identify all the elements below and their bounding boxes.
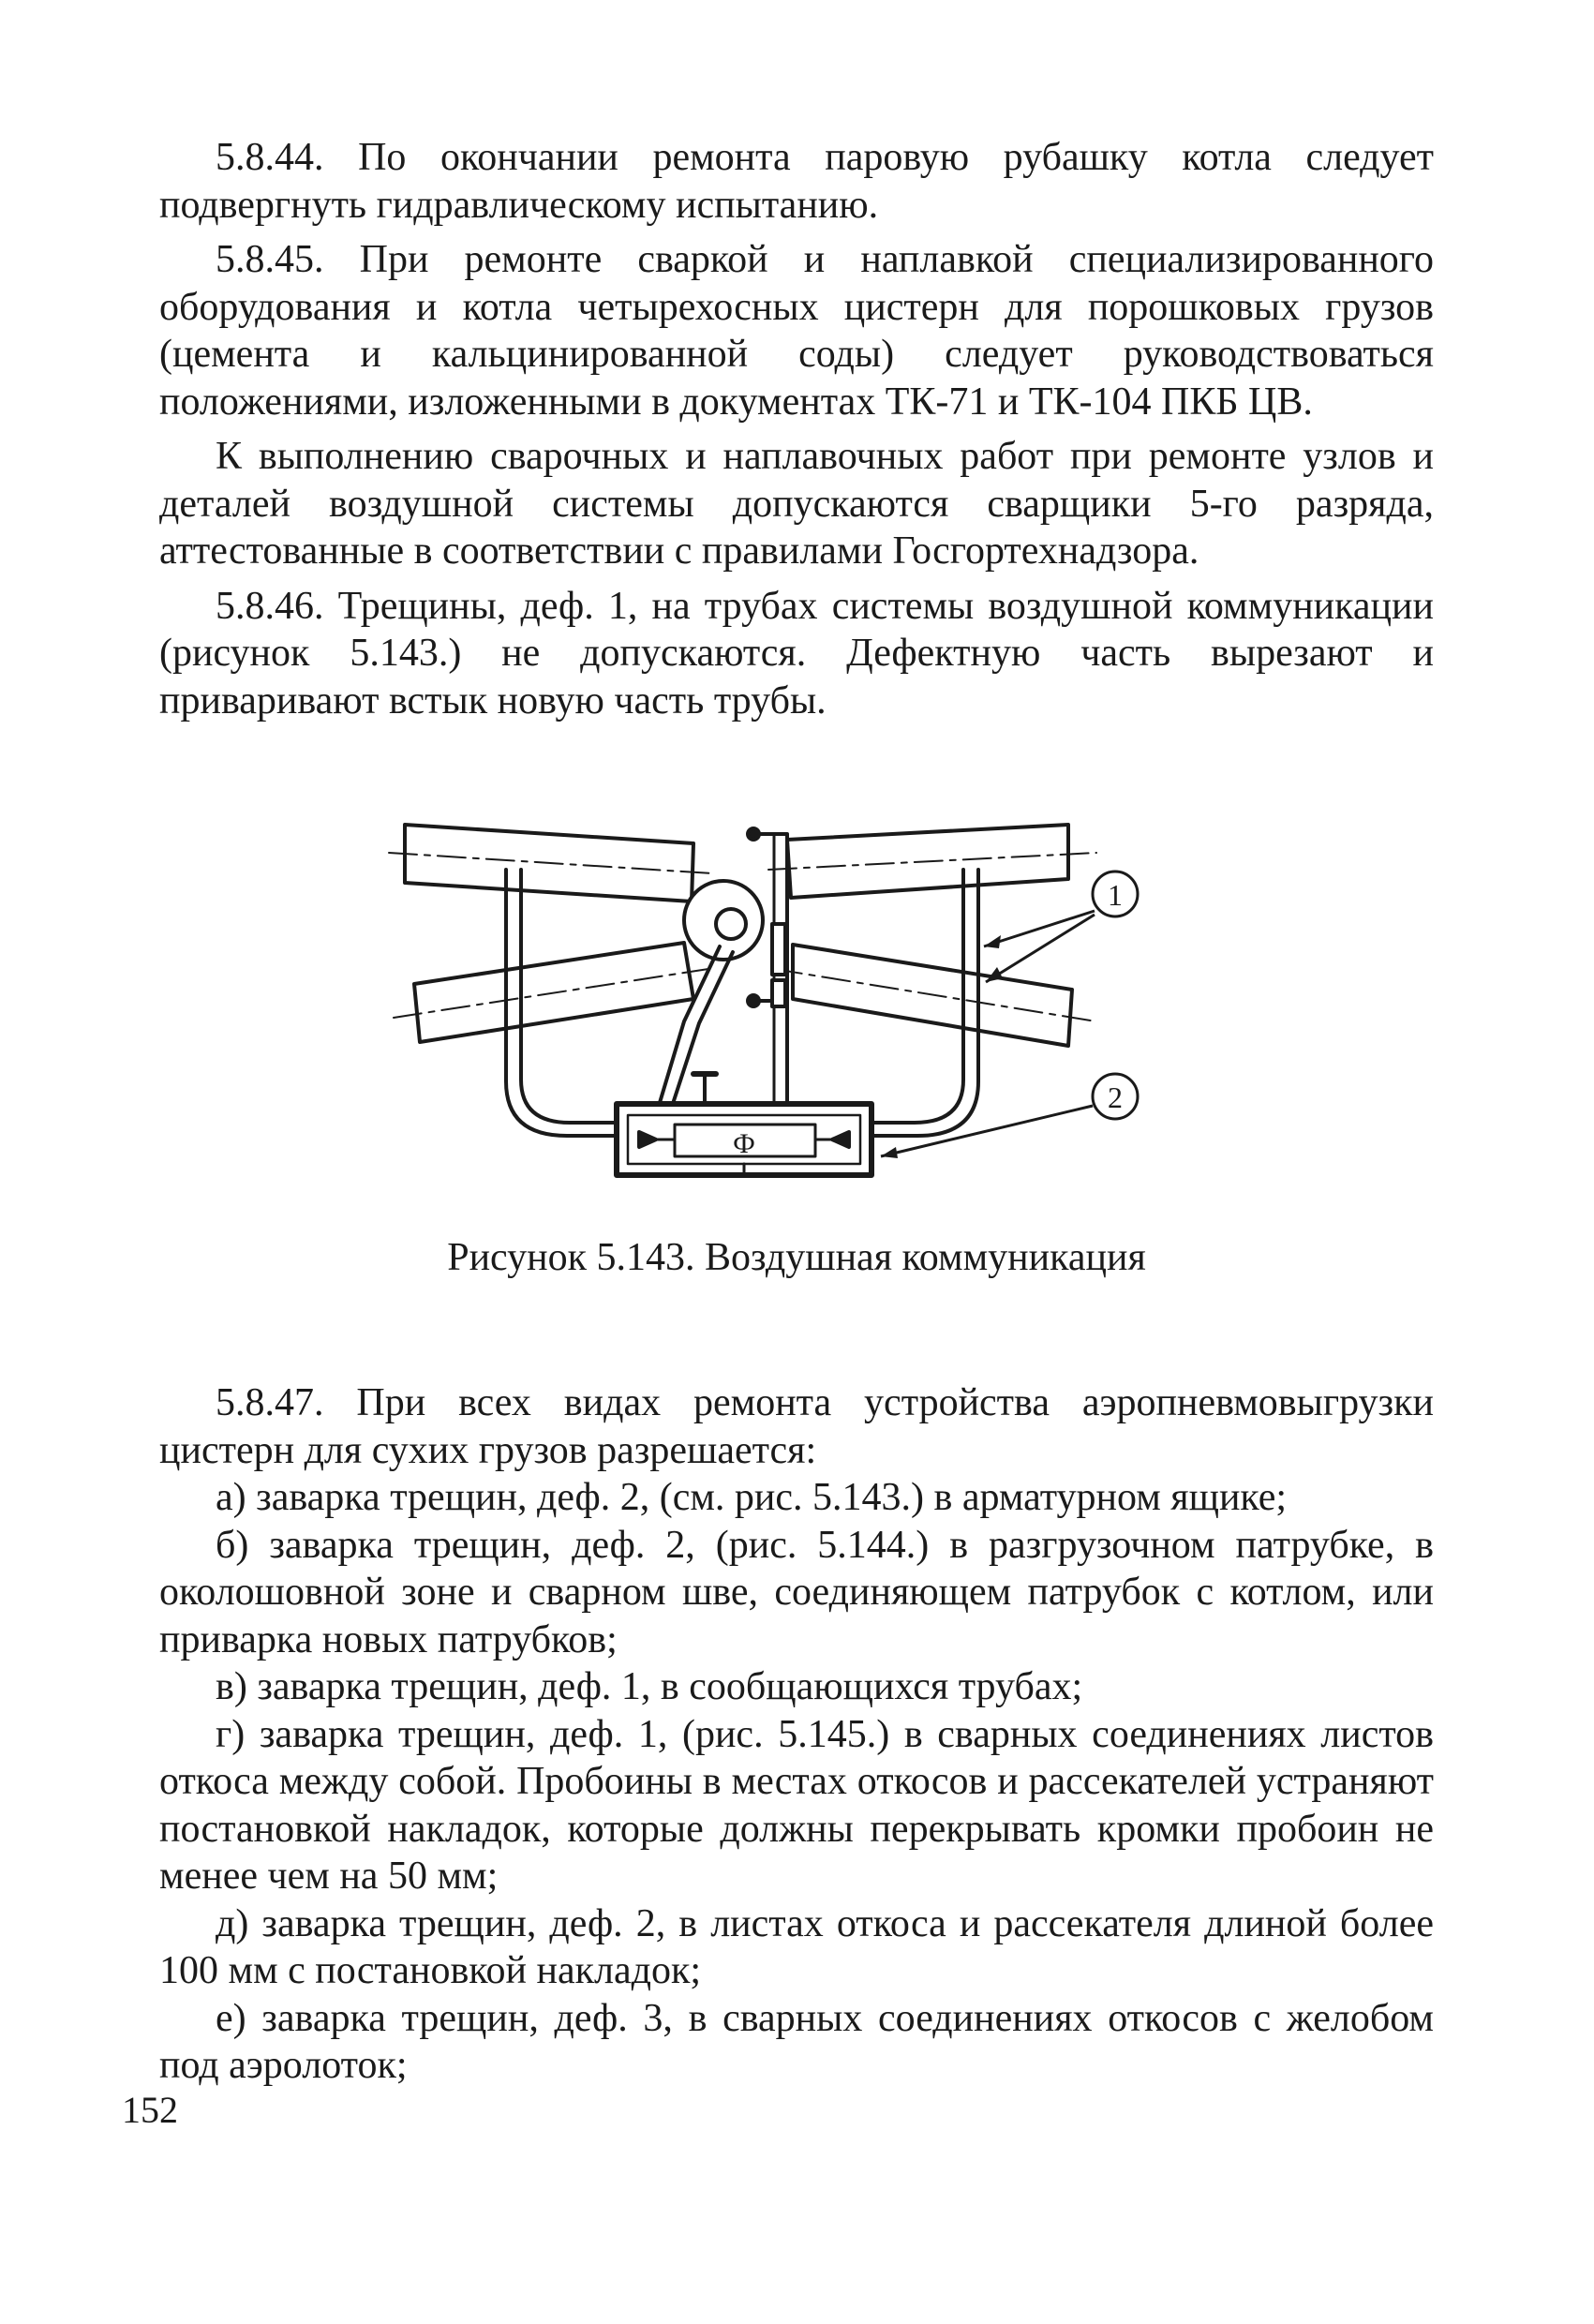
page-number: 152 bbox=[122, 2089, 178, 2131]
list-item-e: е) заварка трещин, деф. 3, в сварных соединениях откосов с желобом под аэролоток; bbox=[159, 1996, 1434, 2087]
valve-symbol: Ф bbox=[733, 1128, 755, 1159]
callout-2-label: 2 bbox=[1108, 1080, 1123, 1114]
air-communication-diagram bbox=[375, 806, 1162, 1199]
paragraph-5-8-47: 5.8.47. При всех видах ремонта устройства аэропневмовыгрузки цистерн для сухих грузов разрешается: bbox=[159, 1381, 1434, 1472]
list-item-a: а) заварка трещин, деф. 2, (см. рис. 5.143.) в арматурном ящике; bbox=[216, 1476, 1288, 1519]
body-text-top bbox=[159, 134, 1434, 724]
callout-1-leader-b bbox=[986, 915, 1095, 982]
paragraph-5-8-46: 5.8.46. Трещины, деф. 1, на трубах системы воздушной коммуникации (рисунок 5.143.) не допускаются. Дефектную часть вырезают и приваривают встык новую часть трубы. bbox=[159, 584, 1434, 723]
callout-1-label: 1 bbox=[1108, 878, 1123, 912]
figure-air-communication bbox=[375, 806, 1162, 1199]
paragraph-welders-admission: К выполнению сварочных и наплавочных работ при ремонте узлов и деталей воздушной системы допускаются сварщики 5-го разряда, аттестованные в соответствии с правилами Госгортехнадзора. bbox=[159, 435, 1434, 573]
list-item-d: д) заварка трещин, деф. 2, в листах откоса и рассекателя длиной более 100 мм с постановкой накладок; bbox=[159, 1901, 1434, 1992]
dial-inner bbox=[716, 909, 746, 939]
callout-1-leader-a bbox=[984, 911, 1095, 946]
body-text-bottom bbox=[159, 1379, 1434, 2090]
paragraph-5-8-45: 5.8.45. При ремонте сваркой и наплавкой специализированного оборудования и котла четырехосных цистерн для порошковых грузов (цемента и кальцинированной соды) следует руководствоваться положениями, изложенными в документах ТК-71 и ТК-104 ПКБ ЦВ. bbox=[159, 238, 1434, 424]
list-item-g: г) заварка трещин, деф. 1, (рис. 5.145.) в сварных соединениях листов откоса между собой. Пробоины в местах откосов и рассекателей устраняют постановкой накладок, которые должны перекрывать кромки пробоин не менее чем на 50 мм; bbox=[159, 1712, 1434, 1898]
list-item-v: в) заварка трещин, деф. 1, в сообщающихся трубах; bbox=[216, 1665, 1083, 1708]
figure-caption: Рисунок 5.143. Воздушная коммуникация bbox=[447, 1236, 1146, 1279]
callout-2-leader bbox=[881, 1106, 1093, 1156]
paragraph-5-8-44: 5.8.44. По окончании ремонта паровую рубашку котла следует подвергнуть гидравлическому испытанию. bbox=[159, 136, 1434, 227]
list-item-b: б) заварка трещин, деф. 2, (рис. 5.144.) в разгрузочном патрубке, в околошовной зоне и сварном шве, соединяющем патрубок с котлом, или приварка новых патрубков; bbox=[159, 1523, 1434, 1661]
